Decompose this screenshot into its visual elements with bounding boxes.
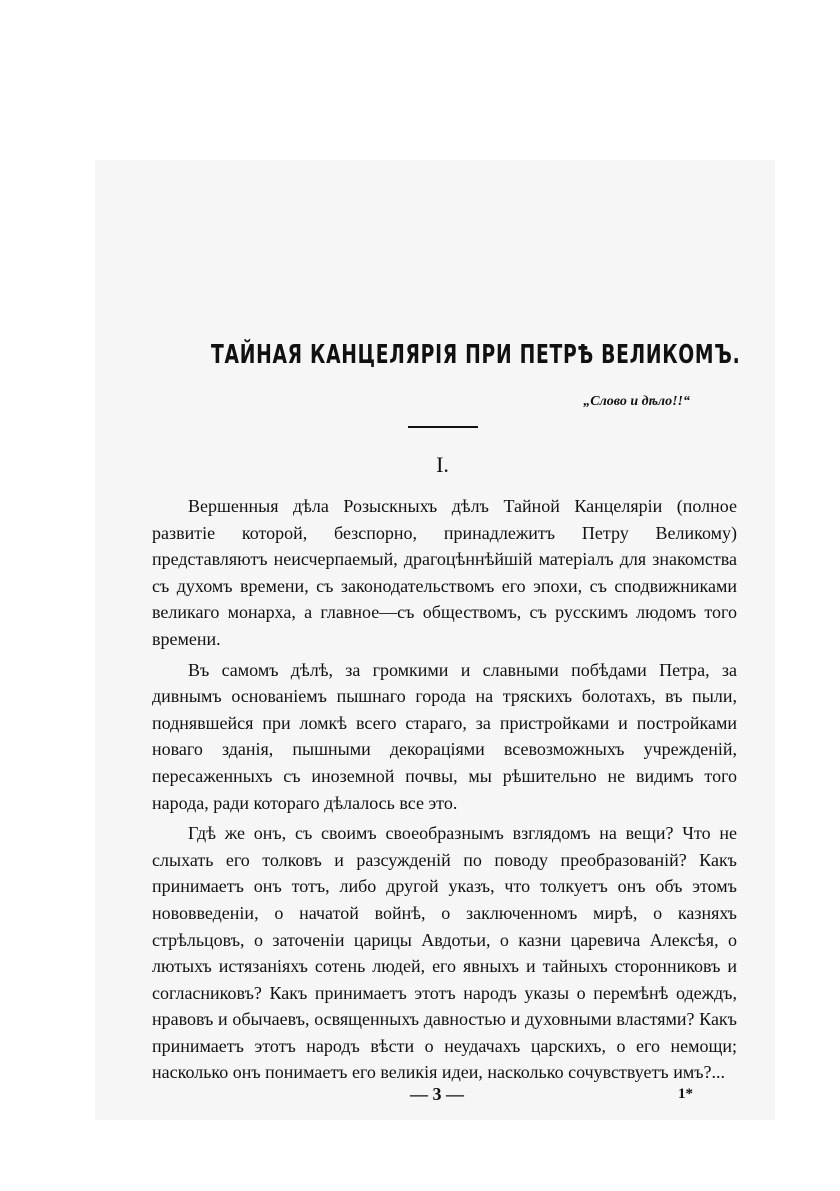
epigraph: „Слово и дѣло!!“ [583, 394, 690, 409]
page-number: — 3 — [410, 1084, 464, 1104]
paragraph: Въ самомъ дѣлѣ, за громкими и славными побѣдами Петра, за дивнымъ основаніемъ пышнаго города на тряскихъ болотахъ, въ пыли, поднявшейся при ломкѣ всего стараго, за пристройками и постройками новаго зданія, пышными декораціями всевозможныхъ учрежденій, пересаженныхъ съ иноземной почвы, мы рѣшительно не видимъ того народа, ради котораго дѣлалось все это. [152, 659, 737, 813]
paragraph: Гдѣ же онъ, съ своимъ своеобразнымъ взглядомъ на вещи? Что не слыхать его толковъ и разсужденій по поводу преобразованій? Какъ принимаетъ онъ тотъ, либо другой указъ, что толкуетъ онъ объ этомъ нововведеніи, о начатой войнѣ, о заключенномъ мирѣ, о казняхъ стрѣльцовъ, о заточеніи царицы Авдотьи, о казни царевича Алексѣя, о лютыхъ истязаніяхъ сотень людей, его явныхъ и тайныхъ сторонниковъ и согласниковъ? Какъ принимаетъ этотъ народъ указы о перемѣнѣ одеждъ, нравовъ и обычаевъ, освященныхъ давностью и духовными властями? Какъ принимаетъ этотъ народъ вѣсти о неудачахъ царскихъ, о его немощи; насколько онъ понимаетъ его великія идеи, насколько сочувствуетъ имъ?... [152, 823, 737, 1083]
divider-rule [408, 426, 478, 428]
body-text [152, 493, 737, 1090]
signature-mark: 1* [678, 1086, 693, 1102]
paragraph: Вершенныя дѣла Розыскныхъ дѣлъ Тайной Канцеляріи (полное развитіе которой, безспорно, принадлежитъ Петру Великому) представляютъ неисчерпаемый, драгоцѣннѣйшій матеріалъ для знакомства съ духомъ времени, съ законодательствомъ его эпохи, съ сподвижниками великаго монарха, а главное—съ обществомъ, съ русскимъ людомъ того времени. [152, 496, 737, 649]
chapter-title: ТАЙНАЯ КАНЦЕЛЯРІЯ ПРИ ПЕТРѢ ВЕЛИКОМЪ. [210, 340, 741, 370]
section-number: I. [436, 452, 449, 477]
